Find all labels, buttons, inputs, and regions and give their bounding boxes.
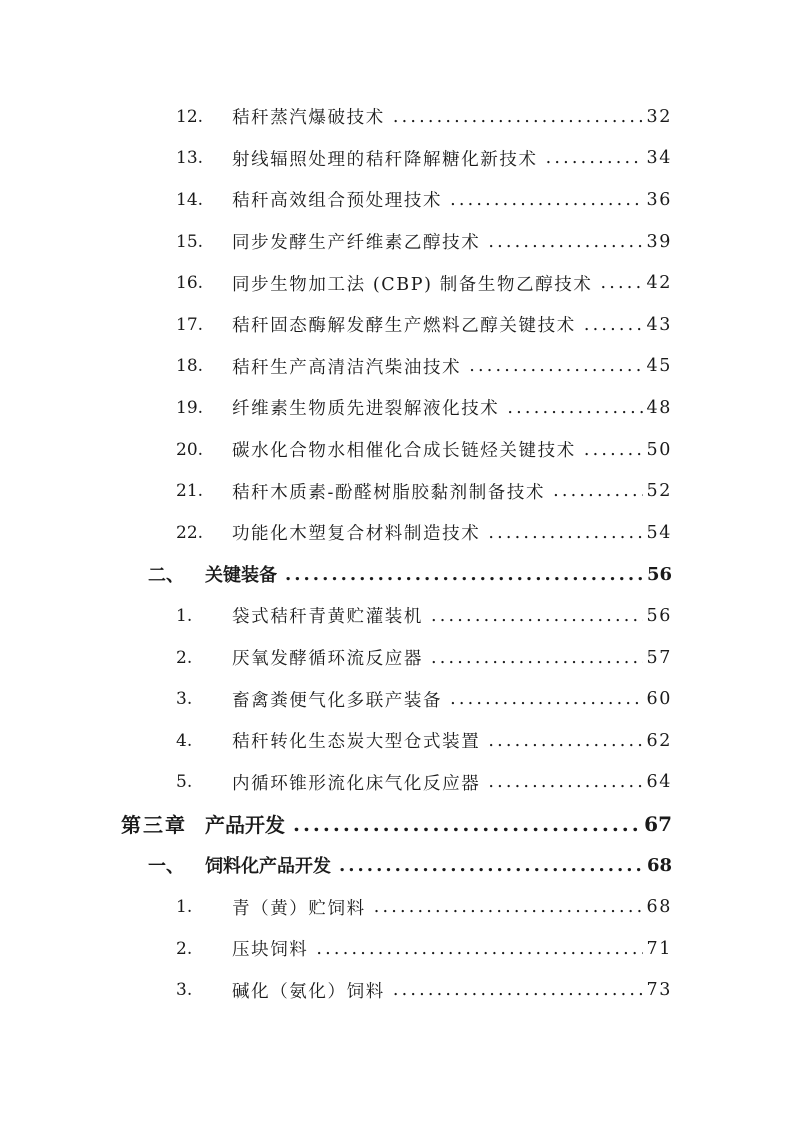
toc-entry-line (232, 978, 672, 1003)
toc-entry-number: 4. (176, 730, 193, 751)
toc-entry-number: 17. (176, 314, 204, 335)
toc-entry[interactable] (0, 470, 793, 512)
toc-entry-page: 52 (646, 481, 672, 502)
toc-entry-page: 56 (646, 563, 672, 585)
toc-entry[interactable] (0, 221, 793, 263)
toc-entry[interactable] (0, 346, 793, 388)
toc-entry-title: 关键装备 (205, 565, 277, 587)
toc-entry-number: 2. (176, 938, 193, 959)
toc-entry-number: 20. (176, 439, 204, 460)
toc-entry-number: 3. (176, 689, 193, 710)
toc-entry-page: 48 (646, 397, 672, 418)
toc-entry-title: 秸秆固态酶解发酵生产燃料乙醇关键技术 (232, 316, 576, 337)
toc-entry-line (232, 146, 672, 171)
toc-entry[interactable] (0, 637, 793, 679)
toc-entry[interactable] (0, 304, 793, 346)
dot-leader (450, 689, 642, 709)
dot-leader (393, 980, 643, 1000)
dot-leader (339, 855, 643, 876)
toc-entry[interactable] (0, 554, 793, 596)
toc-entry-page: 67 (644, 811, 672, 836)
dot-leader (546, 148, 643, 168)
toc-entry-title: 纤维素生物质先进裂解液化技术 (232, 399, 500, 420)
dot-leader (488, 731, 642, 751)
toc-entry-number: 22. (176, 522, 204, 543)
toc-entry-line (232, 354, 672, 379)
dot-leader (293, 812, 640, 836)
toc-entry-line (232, 728, 672, 753)
toc-entry-number: 12. (176, 106, 204, 127)
toc-entry-number: 18. (176, 356, 204, 377)
toc-entry[interactable] (0, 387, 793, 429)
toc-entry-number: 21. (176, 481, 204, 502)
toc-entry-title: 饲料化产品开发 (205, 856, 331, 878)
toc-entry-title: 青（黄）贮饲料 (232, 898, 366, 919)
toc-entry-page: 73 (646, 980, 672, 1001)
toc-entry-line (232, 645, 672, 670)
toc-entry-line (232, 603, 672, 628)
toc-entry-title: 秸秆转化生态炭大型仓式装置 (232, 732, 481, 753)
toc-entry[interactable] (0, 179, 793, 221)
toc-entry-number: 1. (176, 605, 193, 626)
toc-entry-line (205, 561, 672, 587)
toc-entry-line (232, 687, 672, 712)
toc-entry[interactable] (0, 886, 793, 928)
dot-leader (374, 897, 643, 917)
toc-entry-page: 64 (646, 772, 672, 793)
dot-leader (584, 440, 643, 460)
dot-leader (488, 232, 642, 252)
toc-entry-line (232, 229, 672, 254)
toc-entry-title: 压块饲料 (232, 940, 309, 961)
toc-entry-title: 秸秆蒸汽爆破技术 (232, 108, 385, 129)
toc-entry-page: 54 (646, 522, 672, 543)
dot-leader (285, 564, 643, 585)
toc-entry-page: 39 (646, 231, 672, 252)
toc-entry[interactable] (0, 96, 793, 138)
toc-entry-line (232, 271, 672, 296)
toc-entry-title: 射线辐照处理的秸秆降解糖化新技术 (232, 149, 538, 170)
toc-entry-number: 16. (176, 273, 204, 294)
toc-entry-number: 19. (176, 397, 204, 418)
toc-entry-number: 2. (176, 647, 193, 668)
dot-leader (431, 606, 643, 626)
dot-leader (393, 107, 643, 127)
toc-entry-title: 秸秆生产高清洁汽柴油技术 (232, 357, 462, 378)
toc-entry[interactable] (0, 803, 793, 845)
toc-entry-line (232, 895, 672, 920)
dot-leader (553, 481, 642, 501)
dot-leader (601, 273, 643, 293)
toc-entry-title: 内循环锥形流化床气化反应器 (232, 773, 481, 794)
toc-entry[interactable] (0, 928, 793, 970)
toc-entry-number: 5. (176, 772, 193, 793)
toc-entry[interactable] (0, 762, 793, 804)
dot-leader (584, 315, 643, 335)
toc-entry-line (232, 437, 672, 462)
toc-entry-number: 一、 (148, 856, 184, 878)
toc-entry-line (232, 395, 672, 420)
toc-entry-page: 45 (646, 356, 672, 377)
toc-entry-line (232, 479, 672, 504)
toc-entry-number: 第三章 (121, 813, 187, 838)
dot-leader (316, 939, 642, 959)
dot-leader (431, 648, 643, 668)
toc-entry-line (232, 312, 672, 337)
toc-entry-page: 36 (646, 189, 672, 210)
toc-entry-title: 同步发酵生产纤维素乙醇技术 (232, 233, 481, 254)
toc-entry-line (205, 809, 672, 838)
toc-entry-page: 50 (646, 439, 672, 460)
toc-entry-title: 碱化（氨化）饲料 (232, 981, 385, 1002)
toc-entry-title: 产品开发 (205, 813, 285, 838)
dot-leader (507, 398, 642, 418)
table-of-contents (0, 96, 793, 1011)
toc-entry-page: 60 (646, 689, 672, 710)
dot-leader (469, 356, 642, 376)
toc-entry-page: 43 (646, 314, 672, 335)
toc-entry-line (232, 104, 672, 129)
toc-entry[interactable] (0, 845, 793, 887)
toc-entry-page: 57 (646, 647, 672, 668)
toc-entry-page: 34 (646, 148, 672, 169)
toc-entry[interactable] (0, 720, 793, 762)
toc-entry-title: 秸秆高效组合预处理技术 (232, 191, 443, 212)
dot-leader (450, 190, 642, 210)
toc-entry-title: 厌氧发酵循环流反应器 (232, 649, 423, 670)
toc-entry-line (232, 187, 672, 212)
dot-leader (488, 772, 642, 792)
toc-entry[interactable] (0, 262, 793, 304)
toc-entry-line (205, 852, 672, 878)
toc-entry-title: 功能化木塑复合材料制造技术 (232, 524, 481, 545)
toc-entry-page: 68 (646, 854, 672, 876)
dot-leader (488, 523, 642, 543)
toc-entry[interactable] (0, 678, 793, 720)
toc-entry-page: 62 (646, 730, 672, 751)
toc-entry-number: 二、 (148, 565, 184, 587)
toc-entry-title: 秸秆木质素-酚醛树脂胶黏剂制备技术 (232, 482, 546, 503)
toc-entry-title: 碳水化合物水相催化合成长链烃关键技术 (232, 441, 576, 462)
toc-entry[interactable] (0, 429, 793, 471)
toc-entry[interactable] (0, 969, 793, 1011)
toc-entry[interactable] (0, 595, 793, 637)
toc-entry-line (232, 770, 672, 795)
toc-entry-number: 3. (176, 980, 193, 1001)
toc-entry-number: 15. (176, 231, 204, 252)
toc-entry-page: 68 (646, 897, 672, 918)
toc-entry-page: 42 (646, 273, 672, 294)
toc-entry[interactable] (0, 512, 793, 554)
toc-entry-line (232, 520, 672, 545)
toc-entry-title: 同步生物加工法 (CBP) 制备生物乙醇技术 (232, 274, 593, 295)
toc-entry-number: 13. (176, 148, 204, 169)
toc-entry-page: 56 (646, 605, 672, 626)
toc-entry-page: 71 (646, 938, 672, 959)
toc-entry-number: 14. (176, 189, 204, 210)
toc-entry-title: 畜禽粪便气化多联产装备 (232, 690, 443, 711)
toc-entry-title: 袋式秸秆青黄贮灌装机 (232, 607, 423, 628)
toc-entry-line (232, 936, 672, 961)
toc-entry-number: 1. (176, 897, 193, 918)
toc-entry[interactable] (0, 138, 793, 180)
toc-entry-page: 32 (646, 106, 672, 127)
